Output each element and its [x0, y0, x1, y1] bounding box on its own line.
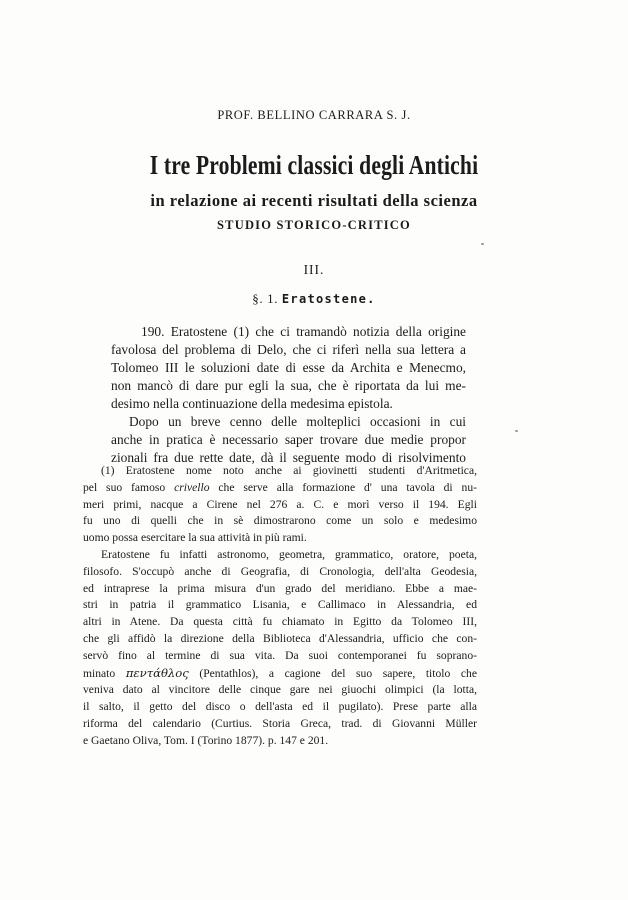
- footnote-greek-term: πεντάθλος: [125, 665, 189, 680]
- footnote-line: meri primi, nacque a Cirene nel 276 a. C. e morì verso il 194. Egli: [83, 497, 477, 511]
- body-paragraphs: [111, 323, 466, 467]
- footnote-text: (Pentathlos), a cagione del suo sapere, titolo che: [188, 666, 477, 680]
- footnote-line: il salto, il getto del disco o dell'asta ed il pugilato). Prese parte alla: [83, 700, 477, 714]
- body-line: zionali fra due rette date, dà il seguente modo di risolvimento: [111, 450, 466, 465]
- footnote-line: [83, 480, 477, 497]
- body-line: Tolomeo III le soluzioni date di esse da Archita e Menecmo,: [111, 360, 466, 375]
- footnote-text: che serve alla formazione d' una tavola di nu-: [209, 480, 477, 494]
- body-line: Dopo un breve cenno delle molteplici occasioni in cui: [129, 414, 466, 429]
- footnote-line: (1) Eratostene nome noto anche ai giovinetti studenti d'Aritmetica,: [101, 464, 477, 477]
- footnote-line: altri in Atene. Da questa città fu chiamato in Egitto da Tolomeo III,: [83, 615, 477, 629]
- article-subtitle: in relazione ai recenti risultati della scienza: [150, 191, 478, 210]
- section-heading: [0, 291, 628, 307]
- footnote-line: ed intraprese la prima misura d'un grado del meridiano. Ebbe a mae-: [83, 581, 477, 595]
- part-number: III.: [303, 262, 325, 277]
- footnote-line: uomo possa esercitare la sua attività in più rami.: [83, 531, 307, 545]
- body-line: anche in pratica è necessario saper trovare due medie propor: [111, 432, 466, 447]
- footnote: [83, 463, 477, 750]
- footnote-line: Eratostene fu infatti astronomo, geometra, grammatico, oratore, poeta,: [101, 547, 477, 561]
- footnote-line: [83, 665, 477, 683]
- author-line: PROF. BELLINO CARRARA S. J.: [217, 108, 411, 122]
- scan-speck: [481, 243, 484, 245]
- footnote-line: fu uno di quelli che in sè dimostrarono come un solo e medesimo: [83, 514, 477, 528]
- scan-speck: [515, 430, 518, 432]
- body-line: non mancò di dare pur egli la sua, che è riportata da lui me-: [111, 378, 466, 393]
- body-line: desimo nella continuazione della medesima epistola.: [111, 396, 393, 411]
- section-number: §. 1.: [252, 291, 279, 306]
- footnote-line: veniva dato al vincitore delle cinque gare nei giuochi olimpici (la lotta,: [83, 683, 477, 697]
- body-line: favolosa del problema di Delo, che ci riferì nella sua lettera a: [111, 342, 466, 357]
- section-name: Eratostene.: [281, 292, 376, 306]
- footnote-line: riforma del calendario (Curtius. Storia Greca, trad. di Giovanni Müller: [83, 716, 477, 730]
- footnote-text: minato: [83, 666, 126, 680]
- body-line: 190. Eratostene (1) che ci tramandò notizia della origine: [141, 324, 466, 339]
- footnote-line: e Gaetano Oliva, Tom. I (Torino 1877). p. 147 e 201.: [83, 733, 329, 747]
- footnote-italic-term: crivello: [174, 480, 210, 494]
- footnote-line: che gli affidò la direzione della Biblioteca d'Alessandria, ufficio che con-: [83, 631, 477, 645]
- study-type-heading: STUDIO STORICO-CRITICO: [217, 218, 411, 232]
- footnote-line: stri in patria il grammatico Lisania, e Callimaco in Alessandria, ed: [83, 598, 477, 612]
- footnote-text: pel suo famoso: [83, 480, 175, 494]
- footnote-line: filosofo. S'occupò anche di Geografia, di Cronologia, dell'alta Geodesia,: [83, 564, 477, 578]
- article-title: I tre Problemi classici degli Antichi: [149, 150, 479, 180]
- footnote-line: servò fino al termine di sua vita. Da suoi contemporanei fu soprano-: [83, 648, 477, 662]
